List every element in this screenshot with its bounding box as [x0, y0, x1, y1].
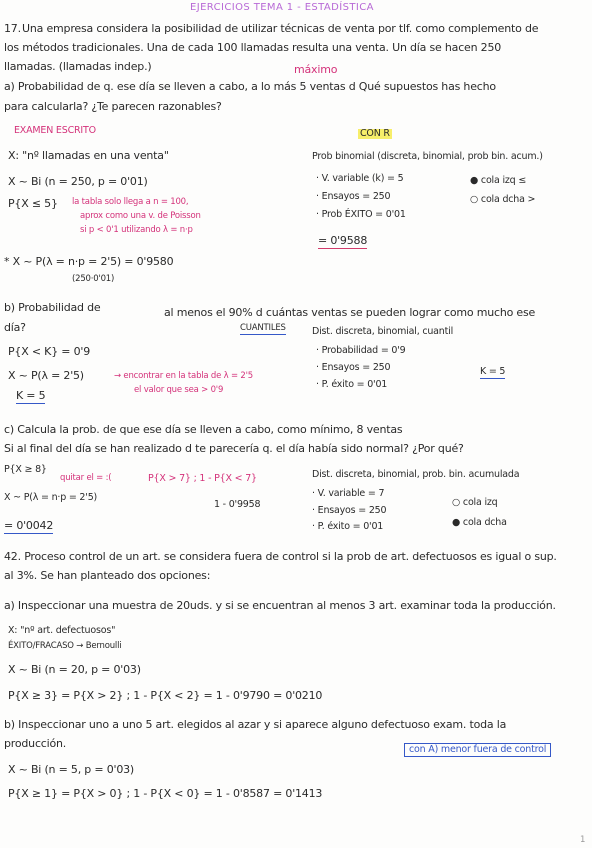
b-r-k-value: K = 5 — [480, 366, 506, 377]
part-c-result: 1 - 0'9958 — [214, 499, 261, 510]
part-42b-conclusion: con A) menor fuera de control — [404, 743, 551, 757]
part-42b-line2: producción. — [4, 737, 67, 750]
filled-circle-icon: ● — [452, 517, 461, 528]
con-r-label: CON R — [360, 128, 390, 139]
b-r-k — [480, 367, 505, 377]
note-line1: la tabla solo llega a n = 100, — [72, 197, 189, 207]
r-option-left-label: cola izq ≤ — [480, 175, 527, 186]
b-r-prob: · Probabilidad = 0'9 — [316, 345, 406, 356]
part-b-note2: el valor que sea > 0'9 — [134, 385, 224, 395]
part-c-dist: X ~ P(λ = n·p = 2'5) — [4, 492, 98, 503]
problem-17-line1: Una empresa considera la posibilidad de utilizar técnicas de venta por tlf. como complemento de — [22, 22, 539, 35]
x-distribution: X ~ Bi (n = 250, p = 0'01) — [8, 175, 148, 188]
r-option-right-label: cola dcha > — [480, 194, 536, 205]
b-r-exito: · P. éxito = 0'01 — [316, 379, 388, 390]
x-definition: X: "nº llamadas en una venta" — [8, 149, 169, 162]
part-b-prob: P{X < K} = 0'9 — [8, 345, 91, 358]
c-r-option-right-label: cola dcha — [462, 517, 507, 528]
r-ensayos: · Ensayos = 250 — [316, 191, 391, 202]
b-r-heading: Dist. discreta, binomial, cuantil — [312, 326, 454, 337]
part-c-arrow: quitar el = :( — [60, 473, 112, 483]
c-r-option-left — [452, 498, 498, 508]
part-42a-dist: X ~ Bi (n = 20, p = 0'03) — [8, 663, 141, 676]
c-r-exito: · P. éxito = 0'01 — [312, 521, 384, 532]
cuantiles-text: CUANTILES — [240, 323, 286, 333]
page-title: EJERCICIOS TEMA 1 - ESTADÍSTICA — [190, 2, 374, 13]
r-heading: Prob binomial (discreta, binomial, prob bin. acum.) — [312, 151, 543, 162]
poisson-approx: * X ~ P(λ = n·p = 2'5) = 0'9580 — [4, 255, 174, 268]
part-b-line1b: al menos el 90% d cuántas ventas se pueden lograr como mucho ese — [164, 306, 536, 319]
part-42a-exito: ÉXITO/FRACASO → Bernoulli — [8, 641, 122, 651]
c-r-ensayos: · Ensayos = 250 — [312, 505, 387, 516]
part-c-value-text: = 0'0042 — [4, 519, 54, 532]
r-variable: · V. variable (k) = 5 — [316, 173, 404, 184]
page-number: 1 — [580, 835, 586, 845]
problem-42-line2: al 3%. Se han planteado dos opciones: — [4, 569, 211, 582]
part-a-line2: para calcularla? ¿Te parecen razonables? — [4, 100, 222, 113]
r-option-left — [470, 176, 526, 186]
part-b-line1: b) Probabilidad de — [4, 301, 101, 314]
part-42b-dist: X ~ Bi (n = 5, p = 0'03) — [8, 763, 135, 776]
problem-17-line2: los métodos tradicionales. Una de cada 100 llamadas resulta una venta. Un día se hacen 250 — [4, 41, 502, 54]
part-c-value — [4, 520, 53, 531]
note-line2: aprox como una v. de Poisson — [80, 211, 201, 221]
b-r-ensayos: · Ensayos = 250 — [316, 362, 391, 373]
part-42a-x: X: "nº art. defectuosos" — [8, 625, 116, 636]
note-line3: si p < 0'1 utilizando λ = n·p — [80, 225, 193, 235]
part-42b-line1: b) Inspeccionar uno a uno 5 art. elegidos al azar y si aparece alguno defectuoso exam. toda la — [4, 718, 507, 731]
part-b-line2: día? — [4, 321, 26, 334]
r-prob-exito: · Prob ÉXITO = 0'01 — [316, 209, 406, 220]
problem-17-number: 17. — [4, 22, 21, 35]
empty-circle-icon: ○ — [452, 497, 461, 508]
part-b-k — [16, 390, 45, 401]
problem-17-line3: llamadas. (llamadas indep.) — [4, 60, 152, 73]
part-b-k-value: K = 5 — [16, 389, 46, 402]
r-option-right — [470, 195, 535, 205]
part-b-dist: X ~ P(λ = 2'5) — [8, 369, 84, 382]
r-result-value: = 0'9588 — [318, 234, 368, 247]
part-c-line2: Si al final del día se han realizado d te parecería q. el día había sido normal? ¿Por qué? — [4, 442, 464, 455]
part-42b-prob: P{X ≥ 1} = P{X > 0} ; 1 - P{X < 0} = 1 - 0'8587 = 0'1413 — [8, 787, 323, 800]
exam-label: EXAMEN ESCRITO — [14, 125, 96, 136]
part-c-prob: P{X ≥ 8} — [4, 464, 47, 475]
prob-expression: P{X ≤ 5} — [8, 197, 58, 210]
c-r-option-right — [452, 518, 507, 528]
part-c-prob2: P{X > 7} ; 1 - P{X < 7} — [148, 473, 257, 484]
part-42a-line1: a) Inspeccionar una muestra de 20uds. y si se encuentran al menos 3 art. examinar toda la producción. — [4, 599, 556, 612]
c-r-heading: Dist. discreta, binomial, prob. bin. acumulada — [312, 469, 520, 480]
filled-circle-icon: ● — [470, 175, 479, 186]
cuantiles-label — [240, 324, 286, 333]
poisson-sub: (250·0'01) — [72, 274, 115, 284]
r-result — [318, 235, 367, 246]
empty-circle-icon: ○ — [470, 194, 479, 205]
part-b-note1: → encontrar en la tabla de λ = 2'5 — [114, 371, 253, 381]
maximo-annotation: máximo — [294, 63, 338, 76]
part-a-line1: a) Probabilidad de q. ese día se lleven a cabo, a lo más 5 ventas d Qué supuestos has hecho — [4, 80, 496, 93]
problem-42-line1: 42. Proceso control de un art. se considera fuera de control si la prob de art. defectuosos es igual o sup. — [4, 550, 557, 563]
part-42a-prob: P{X ≥ 3} = P{X > 2} ; 1 - P{X < 2} = 1 - 0'9790 = 0'0210 — [8, 689, 323, 702]
c-r-option-left-label: cola izq — [462, 497, 498, 508]
c-r-variable: · V. variable = 7 — [312, 488, 385, 499]
part-c-line1: c) Calcula la prob. de que ese día se lleven a cabo, como mínimo, 8 ventas — [4, 423, 403, 436]
